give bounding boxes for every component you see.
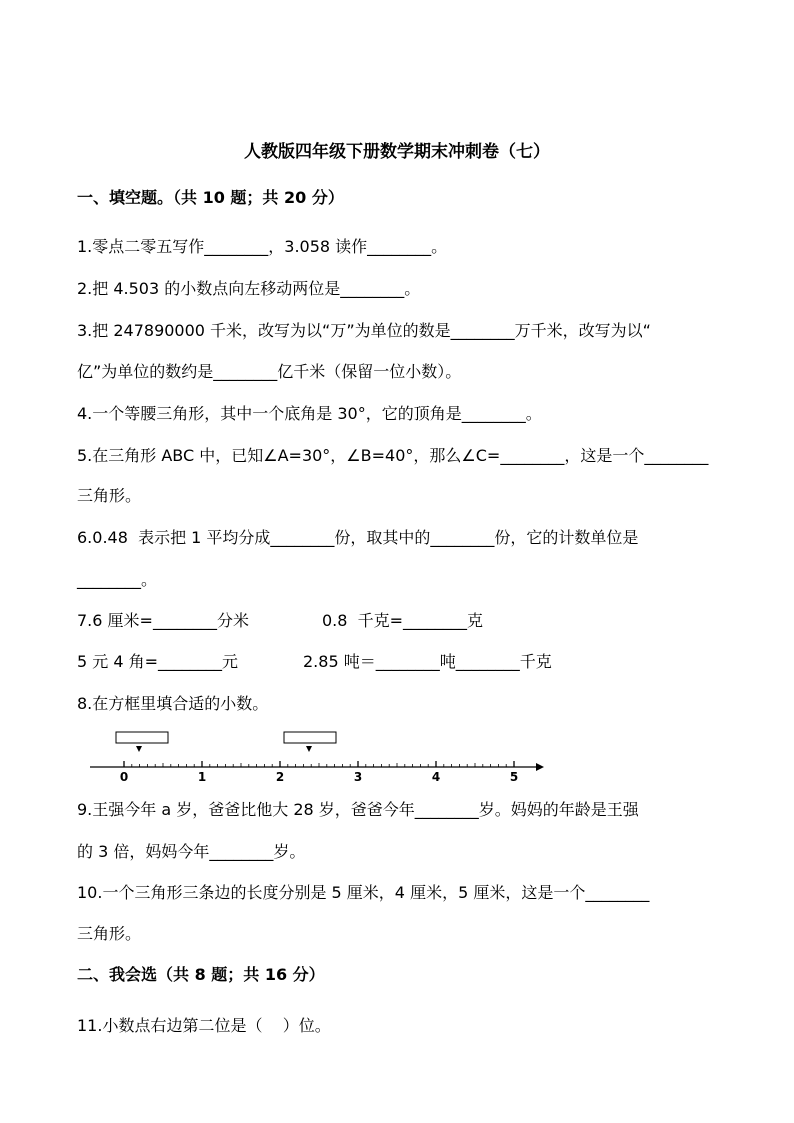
tick-label: 4 (431, 770, 441, 784)
tick-label: 5 (509, 770, 519, 784)
tick-label: 1 (197, 770, 207, 784)
question-10-line-2: 三角形。 (77, 924, 142, 943)
question-6-line-2: ________。 (77, 570, 158, 589)
arrow-pointer-1 (136, 746, 142, 752)
question-3-line-1: 3.把 247890000 千米，改写为以“万”为单位的数是________万千米，改写为以“ (77, 321, 651, 340)
question-9-line-2: 的 3 倍，妈妈今年________岁。 (77, 842, 306, 861)
question-5-line-1: 5.在三角形 ABC 中，已知∠A=30°，∠B=40°，那么∠C=________，这是一个________ (77, 446, 709, 465)
question-7-part-2: 0.8 千克=________克 (322, 611, 484, 630)
section-heading-multiple-choice: 二、我会选（共 8 题；共 16 分） (77, 965, 325, 984)
question-7-part-4: 2.85 吨＝________吨________千克 (303, 652, 552, 671)
tick-label: 0 (119, 770, 129, 784)
question-6-line-1: 6.0.48 表示把 1 平均分成________份，取其中的________份，它的计数单位是 (77, 528, 639, 547)
number-line-figure (88, 730, 548, 785)
question-5-line-2: 三角形。 (77, 486, 142, 505)
question-10-line-1: 10.一个三角形三条边的长度分别是 5 厘米，4 厘米，5 厘米，这是一个________ (77, 883, 650, 902)
question-2: 2.把 4.503 的小数点向左移动两位是________。 (77, 279, 421, 298)
section-heading-fill-blank: 一、填空题。（共 10 题；共 20 分） (77, 188, 344, 207)
tick-label: 2 (275, 770, 285, 784)
question-8: 8.在方框里填合适的小数。 (77, 694, 269, 713)
question-9-line-1: 9.王强今年 a 岁，爸爸比他大 28 岁，爸爸今年________岁。妈妈的年龄是王强 (77, 800, 639, 819)
arrow-head-icon (536, 763, 544, 771)
exam-title: 人教版四年级下册数学期末冲刺卷（七） (244, 142, 550, 162)
number-line-ticks (124, 761, 514, 767)
arrow-pointer-2 (306, 746, 312, 752)
tick-label: 3 (353, 770, 363, 784)
question-3-line-2: 亿”为单位的数约是________亿千米（保留一位小数）。 (77, 362, 462, 381)
question-11: 11.小数点右边第二位是（ ）位。 (77, 1016, 331, 1035)
question-7-part-1: 7.6 厘米=________分米 (77, 611, 249, 630)
question-4: 4.一个等腰三角形，其中一个底角是 30°，它的顶角是________。 (77, 404, 542, 423)
question-7-part-3: 5 元 4 角=________元 (77, 652, 239, 671)
answer-box-1[interactable] (116, 732, 168, 743)
number-line-labels (120, 770, 518, 784)
question-1: 1.零点二零五写作________，3.058 读作________。 (77, 237, 448, 256)
answer-box-2[interactable] (284, 732, 336, 743)
